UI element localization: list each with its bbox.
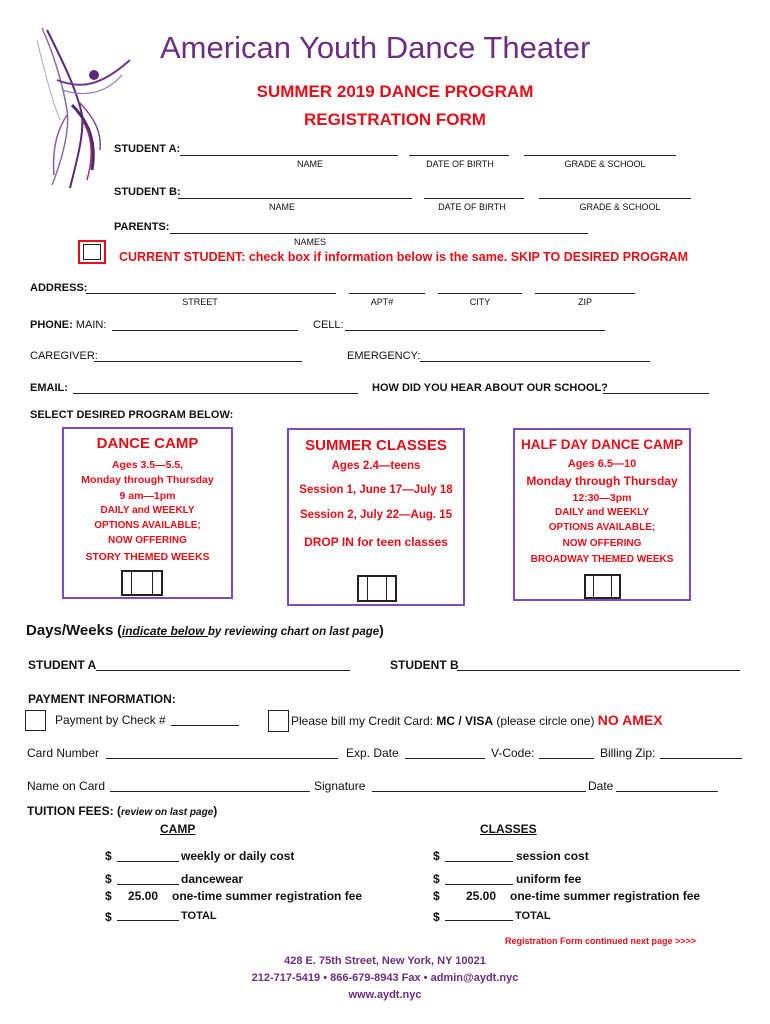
- check-payment-checkbox[interactable]: [25, 710, 46, 731]
- tuition-close: ): [213, 804, 218, 818]
- days-weeks-title: Days/Weeks: [26, 622, 114, 639]
- student-b-days-field[interactable]: [457, 670, 740, 671]
- phone-cell-label: CELL:: [313, 319, 344, 331]
- page-title: American Youth Dance Theater: [160, 30, 591, 65]
- dance-camp-days: Monday through Thursday: [81, 474, 214, 486]
- camp-dancewear-label: dancewear: [181, 872, 244, 886]
- address-zip-field[interactable]: [535, 293, 635, 294]
- student-a-dob-caption: DATE OF BIRTH: [426, 159, 494, 169]
- dance-camp-checkbox[interactable]: [121, 570, 163, 596]
- student-a-name-caption: NAME: [296, 159, 323, 169]
- half-day-camp-checkbox[interactable]: [584, 574, 621, 599]
- camp-reg-dollar: $: [105, 889, 112, 903]
- student-b-dob-field[interactable]: [424, 198, 524, 199]
- summer-classes-drop-in: DROP IN for teen classes: [304, 535, 448, 549]
- class-uniform-dollar: $: [433, 872, 440, 886]
- phone-label-bold: PHONE:: [30, 319, 73, 331]
- date-label: Date: [588, 779, 614, 793]
- continued-note: Registration Form continued next page >>>>: [505, 936, 697, 946]
- student-a-school-field[interactable]: [524, 155, 676, 156]
- address-city-caption: CITY: [469, 297, 491, 307]
- hear-about-label: HOW DID YOU HEAR ABOUT OUR SCHOOL?: [372, 382, 608, 394]
- days-weeks-open: (: [113, 622, 122, 638]
- camp-weekly-dollar: $: [105, 849, 112, 863]
- camp-weekly-label: weekly or daily cost: [181, 849, 295, 863]
- camp-heading: CAMP: [160, 822, 196, 836]
- student-b-name-field[interactable]: [178, 198, 412, 199]
- check-payment-label: Payment by Check #: [55, 713, 166, 727]
- emergency-label: EMERGENCY:: [347, 350, 421, 362]
- summer-classes-session-1: Session 1, June 17—July 18: [299, 484, 453, 496]
- half-day-camp-card: [513, 428, 691, 601]
- card-number-field[interactable]: [106, 758, 338, 759]
- class-uniform-field[interactable]: [445, 884, 513, 885]
- mc-visa-option: MC / VISA: [436, 714, 494, 728]
- camp-reg-label: one-time summer registration fee: [172, 889, 363, 903]
- days-weeks-close: ): [379, 622, 384, 638]
- summer-classes-checkbox[interactable]: [357, 575, 397, 602]
- summer-classes-session-2: Session 2, July 22—Aug. 15: [299, 509, 453, 521]
- student-b-school-caption: GRADE & SCHOOL: [579, 202, 661, 212]
- summer-classes-title: SUMMER CLASSES: [305, 437, 447, 454]
- name-on-card-field[interactable]: [110, 791, 310, 792]
- camp-total-dollar: $: [105, 910, 112, 924]
- class-reg-dollar: $: [433, 889, 440, 903]
- student-a-days-label: STUDENT A: [28, 658, 97, 672]
- half-day-camp-hours: 12:30—3pm: [572, 492, 632, 504]
- half-day-camp-title: HALF DAY DANCE CAMP: [520, 437, 683, 452]
- class-session-label: session cost: [516, 849, 589, 863]
- tuition-review-note: review on last page: [121, 807, 214, 818]
- dancer-logo: [22, 20, 142, 190]
- student-b-days-label: STUDENT B: [390, 658, 459, 672]
- student-a-days-field[interactable]: [96, 670, 350, 671]
- days-weeks-instruction: by reviewing chart on last page: [207, 626, 380, 638]
- half-day-camp-ages: Ages 6.5—10: [567, 458, 637, 470]
- camp-total-label: TOTAL: [181, 910, 217, 922]
- parents-caption: NAMES: [293, 237, 326, 247]
- caregiver-field[interactable]: [94, 361, 302, 362]
- caregiver-label: CAREGIVER:: [30, 350, 98, 362]
- hear-about-field[interactable]: [603, 393, 709, 394]
- name-on-card-label: Name on Card: [27, 779, 106, 793]
- summer-classes-ages: Ages 2.4—teens: [331, 460, 421, 472]
- check-number-field[interactable]: [171, 725, 239, 726]
- student-b-name-caption: NAME: [268, 202, 295, 212]
- student-a-school-caption: GRADE & SCHOOL: [564, 159, 646, 169]
- camp-dancewear-dollar: $: [105, 872, 112, 886]
- half-day-camp-options-2: OPTIONS AVAILABLE;: [548, 522, 656, 533]
- vcode-field[interactable]: [539, 758, 594, 759]
- half-day-camp-themed: BROADWAY THEMED WEEKS: [530, 554, 674, 565]
- emergency-field[interactable]: [420, 361, 650, 362]
- camp-weekly-field[interactable]: [117, 861, 179, 862]
- current-student-checkbox[interactable]: [78, 240, 106, 264]
- dance-camp-options-2: OPTIONS AVAILABLE;: [94, 520, 201, 531]
- dance-camp-options-1: DAILY and WEEKLY: [100, 505, 195, 516]
- student-b-school-field[interactable]: [539, 198, 691, 199]
- days-weeks-indicate: indicate below: [121, 624, 208, 638]
- date-field[interactable]: [616, 791, 718, 792]
- address-label: ADDRESS:: [30, 282, 88, 294]
- card-number-label: Card Number: [27, 746, 100, 760]
- dance-camp-title: DANCE CAMP: [96, 435, 199, 452]
- camp-dancewear-field[interactable]: [117, 884, 179, 885]
- tuition-heading: [27, 804, 217, 818]
- phone-cell-field[interactable]: [345, 330, 605, 331]
- class-session-dollar: $: [433, 849, 440, 863]
- dance-camp-hours: 9 am—1pm: [119, 490, 176, 502]
- address-zip-caption: ZIP: [577, 297, 592, 307]
- class-reg-label: one-time summer registration fee: [510, 889, 701, 903]
- half-day-camp-options-1: DAILY and WEEKLY: [554, 507, 650, 518]
- current-student-notice: CURRENT STUDENT: check box if information below is the same. SKIP TO DESIRED PROGRAM: [119, 250, 689, 264]
- phone-main-label: MAIN:: [75, 319, 107, 331]
- class-reg-amount: 25.00: [466, 889, 497, 903]
- billing-zip-label: Billing Zip:: [600, 746, 656, 760]
- parents-label: PARENTS:: [114, 221, 170, 233]
- classes-heading: CLASSES: [480, 822, 537, 836]
- camp-total-field[interactable]: [117, 920, 179, 921]
- program-subtitle: SUMMER 2019 DANCE PROGRAM: [256, 82, 534, 101]
- footer-address: 428 E. 75th Street, New York, NY 10021: [284, 955, 486, 967]
- footer-website[interactable]: www.aydt.nyc: [348, 989, 422, 1001]
- billing-zip-field[interactable]: [660, 758, 742, 759]
- credit-card-checkbox[interactable]: [268, 710, 289, 732]
- footer-contact: 212-717-5419 • 866-679-8943 Fax • admin@aydt.nyc: [251, 972, 519, 984]
- dance-camp-ages: Ages 3.5—5.5,: [111, 459, 184, 471]
- summer-classes-card: [287, 428, 465, 606]
- email-label: EMAIL:: [30, 382, 68, 394]
- select-program-label: SELECT DESIRED PROGRAM BELOW:: [30, 409, 234, 421]
- half-day-camp-offering: NOW OFFERING: [562, 538, 642, 549]
- class-uniform-label: uniform fee: [516, 872, 582, 886]
- email-field[interactable]: [73, 393, 358, 394]
- address-city-field[interactable]: [438, 293, 522, 294]
- credit-card-label: [291, 712, 663, 728]
- class-total-field[interactable]: [445, 920, 513, 921]
- dance-camp-offering: NOW OFFERING: [108, 535, 187, 546]
- exp-date-label: Exp. Date: [346, 746, 399, 760]
- student-a-name-field[interactable]: [180, 155, 398, 156]
- class-session-field[interactable]: [445, 861, 513, 862]
- camp-reg-amount: 25.00: [128, 889, 159, 903]
- credit-card-bill: Please bill my Credit Card:: [291, 714, 437, 728]
- class-total-dollar: $: [433, 910, 440, 924]
- phone-main-field[interactable]: [112, 330, 298, 331]
- address-apt-caption: APT#: [370, 297, 394, 307]
- student-a-dob-field[interactable]: [409, 155, 509, 156]
- dance-camp-card: [62, 427, 233, 599]
- address-apt-field[interactable]: [349, 293, 425, 294]
- phone-label: [30, 319, 106, 331]
- signature-label: Signature: [314, 779, 366, 793]
- signature-field[interactable]: [372, 791, 586, 792]
- student-b-label: STUDENT B:: [114, 186, 181, 198]
- exp-date-field[interactable]: [405, 758, 485, 759]
- half-day-camp-days: Monday through Thursday: [526, 474, 678, 488]
- days-weeks-heading: [26, 622, 384, 639]
- no-amex-notice: NO AMEX: [597, 712, 663, 728]
- dance-camp-themed: STORY THEMED WEEKS: [85, 551, 210, 563]
- payment-title: PAYMENT INFORMATION:: [28, 692, 176, 706]
- student-b-dob-caption: DATE OF BIRTH: [438, 202, 506, 212]
- student-a-label: STUDENT A:: [114, 143, 181, 155]
- vcode-label: V-Code:: [491, 746, 535, 760]
- address-street-caption: STREET: [182, 297, 218, 307]
- form-subtitle: REGISTRATION FORM: [304, 110, 486, 129]
- class-total-label: TOTAL: [515, 910, 551, 922]
- address-street-field[interactable]: [86, 293, 336, 294]
- circle-one-hint: (please circle one): [493, 714, 598, 728]
- tuition-title: TUITION FEES: (: [27, 804, 121, 818]
- parents-field[interactable]: [170, 233, 588, 234]
